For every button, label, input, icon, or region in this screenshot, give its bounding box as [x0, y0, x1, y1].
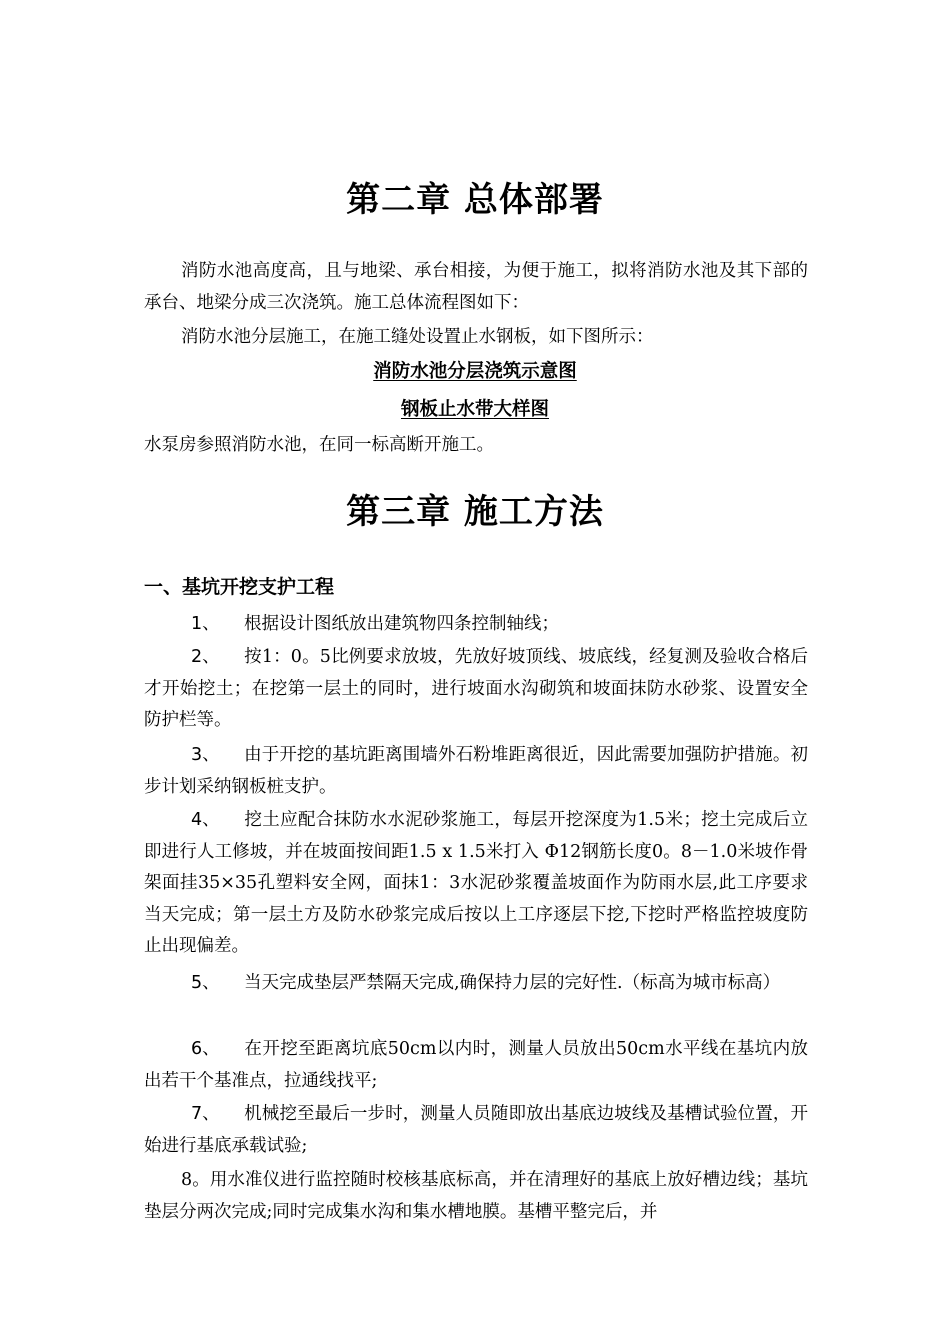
list-item-text: 机械挖至最后一步时，测量人员随即放出基底边坡线及基槽试验位置，开始进行基底承载试验; — [144, 1104, 808, 1156]
list-item-number: 6、 — [191, 1039, 220, 1059]
chapter-2-paragraph-2: 消防水池分层施工，在施工缝处设置止水钢板，如下图所示： — [181, 327, 654, 347]
list-item — [144, 805, 808, 963]
list-item-text: 根据设计图纸放出建筑物四条控制轴线； — [244, 614, 559, 634]
chapter-2-title: 第二章 总体部署 — [346, 180, 604, 220]
list-item-number: 3、 — [191, 745, 220, 765]
list-item — [144, 740, 808, 803]
figure-caption-steel-waterstop: 钢板止水带大样图 — [400, 399, 549, 420]
list-item — [144, 968, 808, 1000]
section-1-heading: 一、基坑开挖支护工程 — [144, 576, 335, 598]
list-item-text: 挖土应配合抹防水水泥砂浆施工，每层开挖深度为1.5米；挖土完成后立即进行人工修坡，并在坡面按间距1.5 x 1.5米打入 Φ12钢筋长度0。8－1.0米坡作骨架面挂35×35孔塑料安全网，面抹1：3水泥砂浆覆盖坡面作为防雨水层,此工序要求当天完成；第一层土方及防水砂浆完成后按以上工序逐层下挖,下挖时严格监控坡度防止出现偏差。 — [144, 810, 808, 956]
list-item-number: 4、 — [191, 810, 220, 830]
list-item — [144, 1034, 808, 1097]
list-item-number: 2、 — [191, 647, 220, 667]
list-item — [144, 642, 808, 737]
chapter-2-paragraph-1: 消防水池高度高，且与地梁、承台相接，为便于施工，拟将消防水池及其下部的承台、地梁分成三次浇筑。施工总体流程图如下： — [144, 261, 808, 313]
list-item-text: 由于开挖的基坑距离围墙外石粉堆距离很近，因此需要加强防护措施。初步计划采纳钢板桩支护。 — [144, 745, 808, 797]
list-item-text: 当天完成垫层严禁隔天完成,确保持力层的完好性.（标高为城市标高） — [244, 973, 781, 993]
list-item-text: 在开挖至距离坑底50cm以内时，测量人员放出50cm水平线在基坑内放出若干个基准点，拉通线找平; — [144, 1039, 808, 1091]
list-item — [144, 1099, 808, 1162]
chapter-3-title: 第三章 施工方法 — [346, 492, 604, 532]
figure-caption-layered-pouring: 消防水池分层浇筑示意图 — [373, 361, 577, 382]
list-item-8: 8。用水准仪进行监控随时校核基底标高，并在清理好的基底上放好槽边线；基坑垫层分两次完成;同时完成集水沟和集水槽地膜。基槽平整完后，并 — [144, 1170, 808, 1222]
list-item-number: 1、 — [191, 614, 220, 634]
list-item-number: 7、 — [191, 1104, 220, 1124]
list-item-text: 按1：0。5比例要求放坡，先放好坡顶线、坡底线，经复测及验收合格后才开始挖土；在挖第一层土的同时，进行坡面水沟砌筑和坡面抹防水砂浆、设置安全防护栏等。 — [144, 647, 808, 730]
list-item — [144, 609, 808, 641]
list-item-number: 5、 — [191, 973, 220, 993]
chapter-2-paragraph-3: 水泵房参照消防水池，在同一标高断开施工。 — [144, 435, 494, 455]
